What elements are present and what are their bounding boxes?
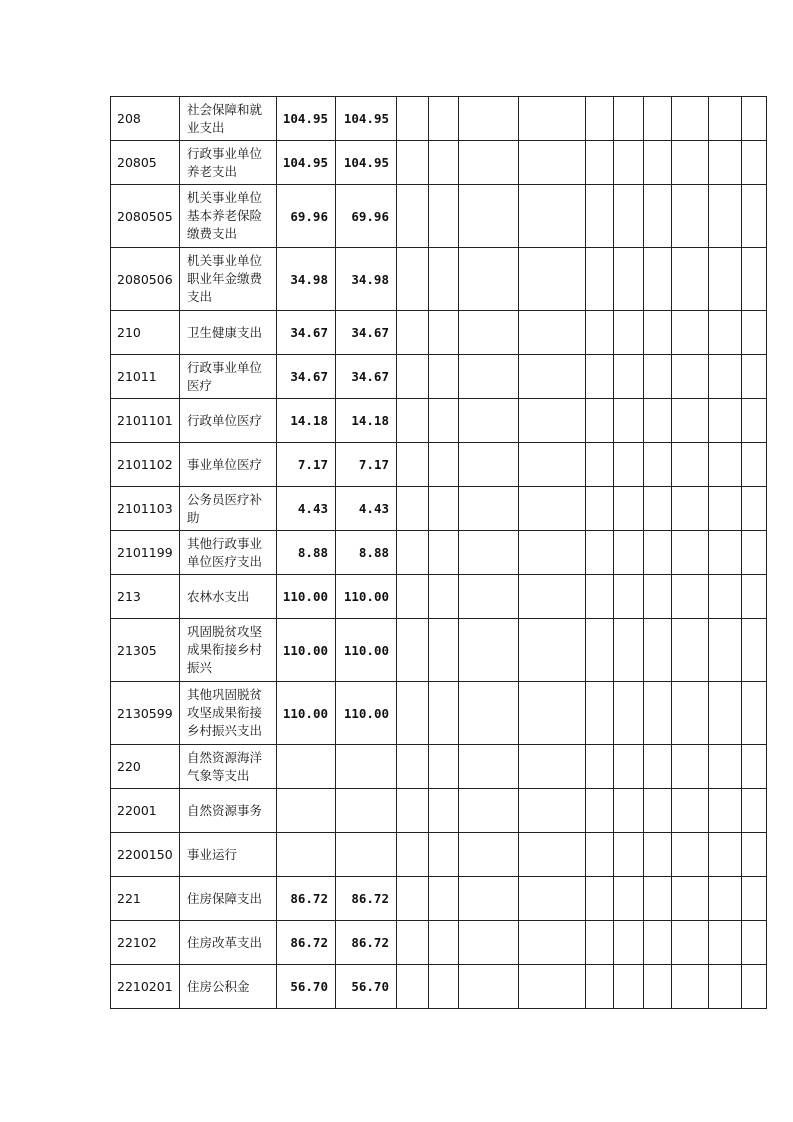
- empty-cell: [519, 97, 586, 141]
- empty-cell: [644, 619, 672, 682]
- empty-cell: [709, 97, 742, 141]
- row-name-cell: 机关事业单位 基本养老保险 缴费支出: [180, 185, 277, 248]
- row-total-cell: [277, 833, 336, 877]
- empty-cell: [614, 531, 644, 575]
- table-row: [111, 965, 767, 1009]
- empty-cell: [586, 789, 614, 833]
- row-name-cell: 巩固脱贫攻坚 成果衔接乡村 振兴: [180, 619, 277, 682]
- row-code-cell: 20805: [111, 141, 180, 185]
- empty-cell: [459, 745, 519, 789]
- empty-cell: [742, 619, 767, 682]
- empty-cell: [672, 965, 709, 1009]
- empty-cell: [614, 965, 644, 1009]
- empty-cell: [672, 311, 709, 355]
- empty-cell: [586, 575, 614, 619]
- empty-cell: [742, 965, 767, 1009]
- row-basic-cell: 110.00: [336, 619, 397, 682]
- empty-cell: [614, 141, 644, 185]
- table-row: [111, 745, 767, 789]
- row-basic-cell: [336, 833, 397, 877]
- empty-cell: [644, 965, 672, 1009]
- empty-cell: [519, 443, 586, 487]
- empty-cell: [397, 619, 429, 682]
- row-basic-cell: 7.17: [336, 443, 397, 487]
- empty-cell: [672, 575, 709, 619]
- empty-cell: [586, 745, 614, 789]
- empty-cell: [519, 248, 586, 311]
- empty-cell: [644, 789, 672, 833]
- empty-cell: [709, 877, 742, 921]
- empty-cell: [742, 833, 767, 877]
- empty-cell: [742, 487, 767, 531]
- empty-cell: [429, 833, 459, 877]
- empty-cell: [709, 443, 742, 487]
- empty-cell: [672, 921, 709, 965]
- empty-cell: [397, 921, 429, 965]
- row-total-cell: 110.00: [277, 619, 336, 682]
- empty-cell: [586, 355, 614, 399]
- row-total-cell: 110.00: [277, 682, 336, 745]
- empty-cell: [614, 355, 644, 399]
- empty-cell: [672, 619, 709, 682]
- empty-cell: [397, 877, 429, 921]
- row-code-cell: 221: [111, 877, 180, 921]
- row-code-cell: 22102: [111, 921, 180, 965]
- row-code-cell: 21305: [111, 619, 180, 682]
- row-basic-cell: 69.96: [336, 185, 397, 248]
- row-basic-cell: 110.00: [336, 575, 397, 619]
- table-row: [111, 531, 767, 575]
- empty-cell: [586, 531, 614, 575]
- row-basic-cell: 8.88: [336, 531, 397, 575]
- empty-cell: [429, 399, 459, 443]
- empty-cell: [644, 185, 672, 248]
- empty-cell: [459, 531, 519, 575]
- empty-cell: [644, 141, 672, 185]
- empty-cell: [709, 682, 742, 745]
- empty-cell: [614, 185, 644, 248]
- empty-cell: [672, 833, 709, 877]
- empty-cell: [519, 682, 586, 745]
- empty-cell: [429, 965, 459, 1009]
- empty-cell: [397, 531, 429, 575]
- empty-cell: [672, 531, 709, 575]
- row-total-cell: [277, 745, 336, 789]
- empty-cell: [429, 185, 459, 248]
- row-basic-cell: 86.72: [336, 877, 397, 921]
- row-total-cell: 8.88: [277, 531, 336, 575]
- empty-cell: [459, 789, 519, 833]
- row-name-cell: 社会保障和就 业支出: [180, 97, 277, 141]
- table-row: [111, 877, 767, 921]
- empty-cell: [586, 619, 614, 682]
- empty-cell: [672, 185, 709, 248]
- empty-cell: [397, 97, 429, 141]
- empty-cell: [519, 745, 586, 789]
- empty-cell: [429, 745, 459, 789]
- empty-cell: [429, 789, 459, 833]
- row-basic-cell: 110.00: [336, 682, 397, 745]
- row-code-cell: 2200150: [111, 833, 180, 877]
- empty-cell: [644, 487, 672, 531]
- empty-cell: [397, 141, 429, 185]
- empty-cell: [519, 833, 586, 877]
- row-total-cell: 56.70: [277, 965, 336, 1009]
- empty-cell: [709, 248, 742, 311]
- empty-cell: [429, 311, 459, 355]
- empty-cell: [397, 248, 429, 311]
- row-total-cell: 4.43: [277, 487, 336, 531]
- row-name-cell: 事业运行: [180, 833, 277, 877]
- table-row: [111, 399, 767, 443]
- row-total-cell: 34.67: [277, 311, 336, 355]
- empty-cell: [644, 745, 672, 789]
- empty-cell: [672, 141, 709, 185]
- empty-cell: [459, 877, 519, 921]
- empty-cell: [397, 745, 429, 789]
- row-total-cell: 34.67: [277, 355, 336, 399]
- empty-cell: [429, 141, 459, 185]
- empty-cell: [709, 575, 742, 619]
- empty-cell: [586, 682, 614, 745]
- empty-cell: [742, 141, 767, 185]
- empty-cell: [614, 399, 644, 443]
- empty-cell: [519, 965, 586, 1009]
- row-name-cell: 自然资源海洋 气象等支出: [180, 745, 277, 789]
- empty-cell: [709, 141, 742, 185]
- empty-cell: [519, 311, 586, 355]
- empty-cell: [672, 399, 709, 443]
- empty-cell: [519, 141, 586, 185]
- table-row: [111, 311, 767, 355]
- empty-cell: [644, 248, 672, 311]
- row-basic-cell: 86.72: [336, 921, 397, 965]
- empty-cell: [586, 399, 614, 443]
- empty-cell: [672, 355, 709, 399]
- row-total-cell: 104.95: [277, 97, 336, 141]
- row-code-cell: 2101199: [111, 531, 180, 575]
- empty-cell: [586, 248, 614, 311]
- empty-cell: [614, 921, 644, 965]
- row-name-cell: 机关事业单位 职业年金缴费 支出: [180, 248, 277, 311]
- empty-cell: [672, 789, 709, 833]
- row-code-cell: 22001: [111, 789, 180, 833]
- empty-cell: [644, 97, 672, 141]
- table-row: [111, 248, 767, 311]
- row-code-cell: 2130599: [111, 682, 180, 745]
- row-code-cell: 2101101: [111, 399, 180, 443]
- table-row: [111, 97, 767, 141]
- empty-cell: [397, 355, 429, 399]
- row-name-cell: 行政单位医疗: [180, 399, 277, 443]
- row-basic-cell: 34.98: [336, 248, 397, 311]
- row-name-cell: 卫生健康支出: [180, 311, 277, 355]
- empty-cell: [429, 97, 459, 141]
- empty-cell: [672, 487, 709, 531]
- empty-cell: [459, 833, 519, 877]
- empty-cell: [586, 311, 614, 355]
- row-basic-cell: 14.18: [336, 399, 397, 443]
- empty-cell: [519, 789, 586, 833]
- row-code-cell: 21011: [111, 355, 180, 399]
- empty-cell: [519, 619, 586, 682]
- empty-cell: [709, 399, 742, 443]
- empty-cell: [742, 399, 767, 443]
- empty-cell: [459, 965, 519, 1009]
- empty-cell: [586, 185, 614, 248]
- empty-cell: [614, 682, 644, 745]
- empty-cell: [397, 965, 429, 1009]
- empty-cell: [644, 877, 672, 921]
- empty-cell: [742, 311, 767, 355]
- row-total-cell: 110.00: [277, 575, 336, 619]
- row-basic-cell: 34.67: [336, 311, 397, 355]
- empty-cell: [742, 921, 767, 965]
- table-row: [111, 619, 767, 682]
- empty-cell: [672, 682, 709, 745]
- row-name-cell: 自然资源事务: [180, 789, 277, 833]
- row-name-cell: 农林水支出: [180, 575, 277, 619]
- empty-cell: [709, 487, 742, 531]
- empty-cell: [709, 833, 742, 877]
- empty-cell: [429, 877, 459, 921]
- row-code-cell: 220: [111, 745, 180, 789]
- empty-cell: [429, 921, 459, 965]
- row-basic-cell: [336, 789, 397, 833]
- empty-cell: [644, 531, 672, 575]
- empty-cell: [459, 97, 519, 141]
- budget-table: [110, 96, 767, 1009]
- empty-cell: [397, 185, 429, 248]
- empty-cell: [459, 443, 519, 487]
- row-basic-cell: 34.67: [336, 355, 397, 399]
- empty-cell: [709, 185, 742, 248]
- empty-cell: [742, 682, 767, 745]
- empty-cell: [742, 789, 767, 833]
- empty-cell: [459, 399, 519, 443]
- empty-cell: [459, 575, 519, 619]
- row-total-cell: 69.96: [277, 185, 336, 248]
- empty-cell: [644, 575, 672, 619]
- row-code-cell: 213: [111, 575, 180, 619]
- empty-cell: [644, 355, 672, 399]
- empty-cell: [397, 311, 429, 355]
- row-total-cell: [277, 789, 336, 833]
- empty-cell: [519, 399, 586, 443]
- empty-cell: [459, 682, 519, 745]
- empty-cell: [459, 619, 519, 682]
- empty-cell: [519, 575, 586, 619]
- empty-cell: [709, 965, 742, 1009]
- empty-cell: [459, 311, 519, 355]
- empty-cell: [672, 97, 709, 141]
- row-name-cell: 行政事业单位 养老支出: [180, 141, 277, 185]
- row-total-cell: 14.18: [277, 399, 336, 443]
- row-code-cell: 2101103: [111, 487, 180, 531]
- empty-cell: [459, 141, 519, 185]
- empty-cell: [709, 355, 742, 399]
- row-basic-cell: 104.95: [336, 141, 397, 185]
- empty-cell: [742, 531, 767, 575]
- empty-cell: [429, 531, 459, 575]
- empty-cell: [742, 443, 767, 487]
- row-code-cell: 210: [111, 311, 180, 355]
- empty-cell: [397, 443, 429, 487]
- empty-cell: [742, 248, 767, 311]
- row-code-cell: 2080505: [111, 185, 180, 248]
- table-row: [111, 833, 767, 877]
- row-code-cell: 208: [111, 97, 180, 141]
- table-row: [111, 682, 767, 745]
- table-row: [111, 355, 767, 399]
- empty-cell: [742, 745, 767, 789]
- row-code-cell: 2080506: [111, 248, 180, 311]
- table-row: [111, 575, 767, 619]
- empty-cell: [429, 355, 459, 399]
- empty-cell: [586, 877, 614, 921]
- empty-cell: [742, 355, 767, 399]
- empty-cell: [519, 355, 586, 399]
- empty-cell: [459, 248, 519, 311]
- row-basic-cell: 104.95: [336, 97, 397, 141]
- empty-cell: [519, 921, 586, 965]
- empty-cell: [614, 487, 644, 531]
- empty-cell: [429, 487, 459, 531]
- row-name-cell: 行政事业单位 医疗: [180, 355, 277, 399]
- empty-cell: [614, 745, 644, 789]
- empty-cell: [586, 97, 614, 141]
- empty-cell: [429, 443, 459, 487]
- empty-cell: [614, 619, 644, 682]
- empty-cell: [586, 443, 614, 487]
- empty-cell: [614, 443, 644, 487]
- empty-cell: [709, 921, 742, 965]
- row-name-cell: 住房保障支出: [180, 877, 277, 921]
- row-total-cell: 34.98: [277, 248, 336, 311]
- empty-cell: [397, 682, 429, 745]
- empty-cell: [672, 745, 709, 789]
- empty-cell: [429, 682, 459, 745]
- empty-cell: [586, 487, 614, 531]
- empty-cell: [397, 399, 429, 443]
- empty-cell: [586, 833, 614, 877]
- empty-cell: [742, 575, 767, 619]
- empty-cell: [397, 575, 429, 619]
- empty-cell: [742, 877, 767, 921]
- empty-cell: [672, 248, 709, 311]
- empty-cell: [709, 789, 742, 833]
- row-total-cell: 104.95: [277, 141, 336, 185]
- empty-cell: [614, 248, 644, 311]
- empty-cell: [672, 443, 709, 487]
- empty-cell: [709, 311, 742, 355]
- empty-cell: [459, 355, 519, 399]
- table-row: [111, 789, 767, 833]
- row-name-cell: 其他巩固脱贫 攻坚成果衔接 乡村振兴支出: [180, 682, 277, 745]
- empty-cell: [709, 619, 742, 682]
- table-row: [111, 487, 767, 531]
- table-row: [111, 185, 767, 248]
- row-name-cell: 住房改革支出: [180, 921, 277, 965]
- empty-cell: [644, 833, 672, 877]
- empty-cell: [459, 921, 519, 965]
- empty-cell: [614, 97, 644, 141]
- empty-cell: [742, 185, 767, 248]
- row-basic-cell: [336, 745, 397, 789]
- row-basic-cell: 4.43: [336, 487, 397, 531]
- empty-cell: [459, 487, 519, 531]
- empty-cell: [397, 833, 429, 877]
- empty-cell: [614, 833, 644, 877]
- empty-cell: [709, 531, 742, 575]
- empty-cell: [614, 311, 644, 355]
- empty-cell: [742, 97, 767, 141]
- empty-cell: [519, 531, 586, 575]
- empty-cell: [644, 921, 672, 965]
- table-row: [111, 141, 767, 185]
- row-name-cell: 公务员医疗补 助: [180, 487, 277, 531]
- empty-cell: [429, 619, 459, 682]
- row-code-cell: 2101102: [111, 443, 180, 487]
- empty-cell: [644, 682, 672, 745]
- empty-cell: [397, 789, 429, 833]
- table-row: [111, 921, 767, 965]
- row-name-cell: 其他行政事业 单位医疗支出: [180, 531, 277, 575]
- row-total-cell: 7.17: [277, 443, 336, 487]
- empty-cell: [586, 965, 614, 1009]
- empty-cell: [586, 921, 614, 965]
- row-name-cell: 事业单位医疗: [180, 443, 277, 487]
- empty-cell: [644, 311, 672, 355]
- empty-cell: [614, 789, 644, 833]
- empty-cell: [429, 248, 459, 311]
- empty-cell: [429, 575, 459, 619]
- empty-cell: [397, 487, 429, 531]
- row-total-cell: 86.72: [277, 877, 336, 921]
- empty-cell: [709, 745, 742, 789]
- empty-cell: [519, 185, 586, 248]
- empty-cell: [459, 185, 519, 248]
- row-basic-cell: 56.70: [336, 965, 397, 1009]
- empty-cell: [614, 575, 644, 619]
- table-row: [111, 443, 767, 487]
- row-total-cell: 86.72: [277, 921, 336, 965]
- empty-cell: [519, 877, 586, 921]
- row-code-cell: 2210201: [111, 965, 180, 1009]
- empty-cell: [519, 487, 586, 531]
- empty-cell: [644, 399, 672, 443]
- row-name-cell: 住房公积金: [180, 965, 277, 1009]
- empty-cell: [586, 141, 614, 185]
- empty-cell: [614, 877, 644, 921]
- empty-cell: [644, 443, 672, 487]
- empty-cell: [672, 877, 709, 921]
